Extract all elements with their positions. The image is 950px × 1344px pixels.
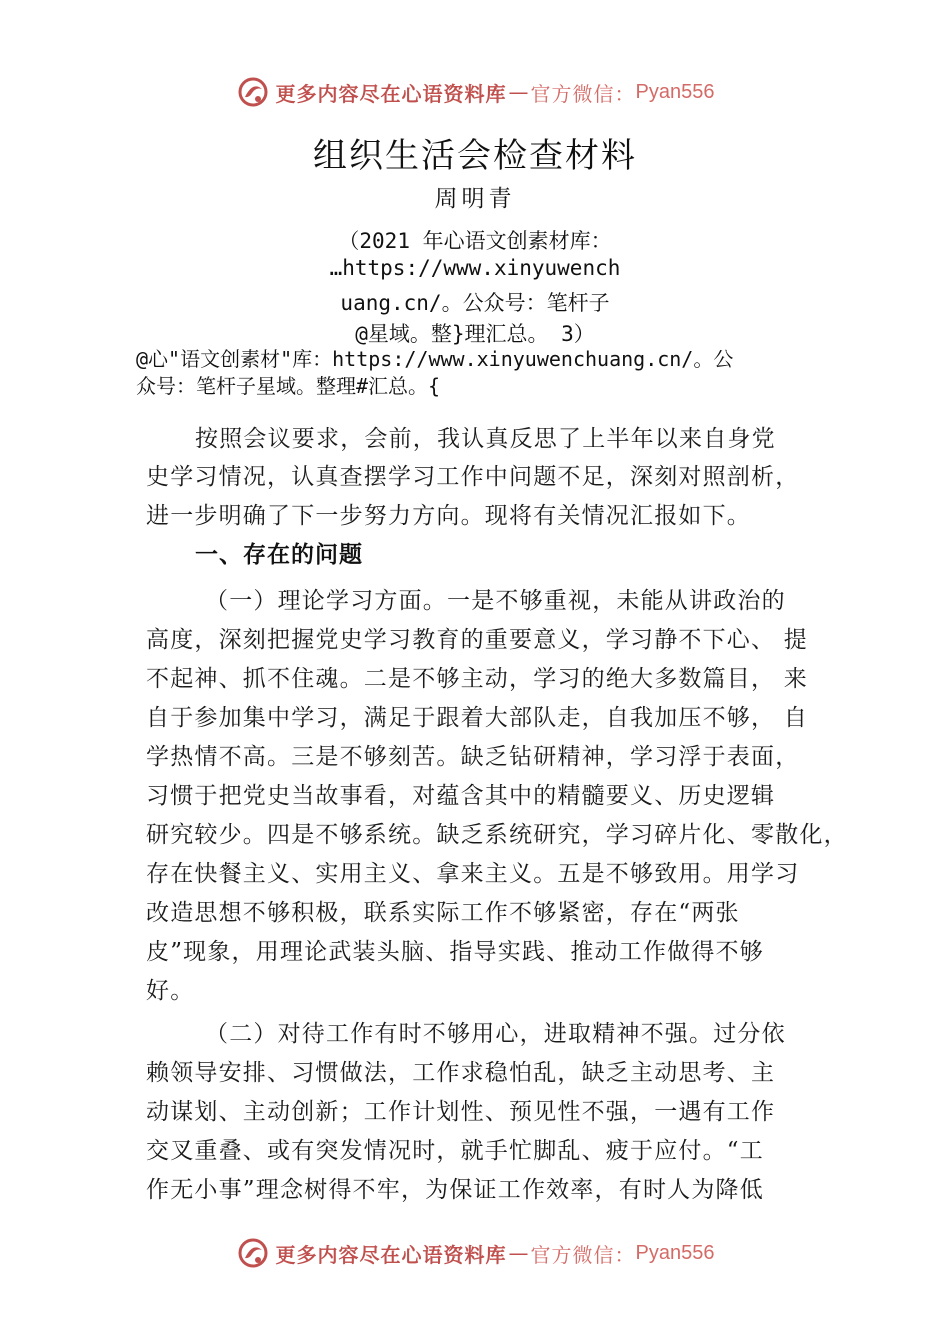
body-line: 研究较少。四是不够系统。缺乏系统研究，学习碎片化、零散化， <box>146 822 848 848</box>
body-line: 自于参加集中学习，满足于跟着大部队走，自我加压不够， 自 <box>146 705 808 731</box>
banner-wechat-id: Pyan556 <box>635 1241 715 1264</box>
source-line: uang.cn/。公众号：笔杆子 <box>340 291 610 315</box>
body-line: 交叉重叠、或有突发情况时，就手忙脚乱、疲于应付。“工 <box>146 1138 764 1164</box>
banner-main-text: 更多内容尽在心语资料库 <box>275 81 507 106</box>
body-line: 好。 <box>146 978 195 1004</box>
footer-banner <box>0 1233 950 1273</box>
document-author: 周明青 <box>434 186 516 212</box>
body-line: 改造思想不够积极，联系实际工作不够紧密，存在“两张 <box>146 900 740 926</box>
source-note-line: 众号：笔杆子星域。整理#汇总。{ <box>136 374 441 398</box>
swirl-logo-icon <box>236 1236 270 1270</box>
banner-main-text: 更多内容尽在心语资料库 <box>275 1242 507 1267</box>
section-heading: 一、存在的问题 <box>195 542 363 568</box>
body-line: 动谋划、主动创新；工作计划性、预见性不强，一遇有工作 <box>146 1099 776 1125</box>
source-line: …https://www.xinyuwench <box>329 256 621 280</box>
swirl-logo-icon <box>236 75 270 109</box>
header-banner <box>0 72 950 112</box>
body-line: 赖领导安排、习惯做法，工作求稳怕乱，缺乏主动思考、主 <box>146 1060 776 1086</box>
intro-line: 史学习情况，认真查摆学习工作中问题不足，深刻对照剖析， <box>146 464 800 490</box>
intro-line: 进一步明确了下一步努力方向。现将有关情况汇报如下。 <box>146 503 751 529</box>
body-line: （二）对待工作有时不够用心，进取精神不强。过分依 <box>205 1021 786 1047</box>
banner-wechat-label: 官方微信： <box>530 1242 636 1267</box>
body-line: 存在快餐主义、实用主义、拿来主义。五是不够致用。用学习 <box>146 861 800 887</box>
banner-separator: — <box>508 80 529 104</box>
body-line: 学热情不高。三是不够刻苦。缺乏钻研精神，学习浮于表面， <box>146 744 800 770</box>
banner-wechat-label: 官方微信： <box>530 81 636 106</box>
body-line: 作无小事”理念树得不牢，为保证工作效率，有时人为降低 <box>146 1177 764 1203</box>
source-line: （2021 年心语文创素材库： <box>338 229 612 253</box>
body-line: 不起神、抓不住魂。二是不够主动，学习的绝大多数篇目， 来 <box>146 666 808 692</box>
source-note-line: @心"语文创素材"库：https://www.xinyuwenchuang.cn/。公 <box>136 347 734 371</box>
document-title: 组织生活会检查材料 <box>313 136 637 176</box>
body-line: 高度，深刻把握党史学习教育的重要意义，学习静不下心、 提 <box>146 627 808 653</box>
body-line: 习惯于把党史当故事看，对蕴含其中的精髓要义、历史逻辑 <box>146 783 776 809</box>
intro-line: 按照会议要求，会前，我认真反思了上半年以来自身党 <box>195 426 776 452</box>
banner-wechat-id: Pyan556 <box>635 80 715 103</box>
banner-separator: — <box>508 1241 529 1265</box>
body-line: （一）理论学习方面。一是不够重视，未能从讲政治的 <box>205 588 786 614</box>
source-line: @星域。整}理汇总。 3） <box>355 322 595 346</box>
body-line: 皮”现象，用理论武装头脑、指导实践、推动工作做得不够 <box>146 939 764 965</box>
